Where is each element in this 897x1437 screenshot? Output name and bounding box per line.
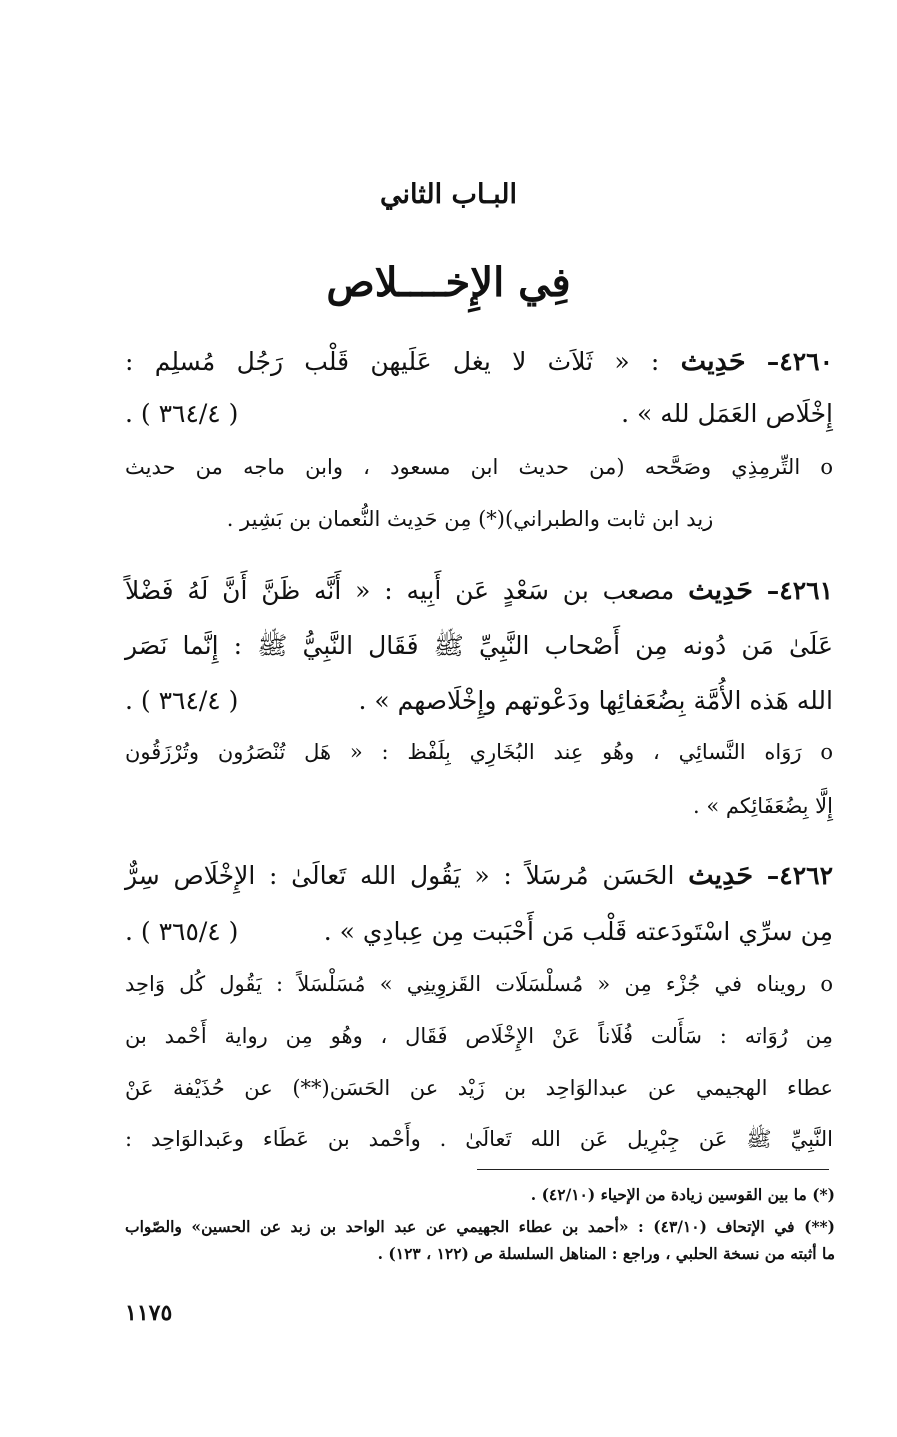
commentary-text: عطاء الهجيمي عن عبدالوَاحِد بن زَيْد عن الحَسَن(**) عن حُذَيْفة عَنْ — [125, 1076, 833, 1100]
hadith-lead-word: حَدِيث — [688, 860, 754, 891]
hadith-text: الله هَذه الأُمَّة بِضُعَفائِها ودَعْوتهم وإِخْلَاصهم » . — [358, 686, 833, 715]
commentary-text: مِن رُوَاته : سَأَلت فُلَاناً عَنْ الإِخْلَاص فَقَال ، وهُو مِن رواية أَحْمد بن — [125, 1024, 833, 1048]
hadith-4262-note-3 — [125, 1066, 833, 1110]
hadith-number: ٤٢٦٢– — [766, 861, 834, 890]
commentary-text: o رويناه في جُزْء مِن « مُسلْسَلَات القَزوِينِي » مُسَلْسَلاً : يَقُول كُل وَاحِد — [125, 972, 833, 996]
commentary-text: إِلَّا بِضُعَفَائِكم » . — [693, 794, 833, 818]
hadith-4261-note-1 — [125, 730, 833, 774]
hadith-text: إِخْلَاص العَمَل لله » . — [621, 399, 833, 428]
hadith-reference: ( ٣٦٤/٤ ) . — [125, 399, 239, 428]
footnote-2: (**) في الإتحاف (٤٣/١٠) : «أحمد بن عطاء الجهيمي عن عبد الواحد بن زبد عن الحسين» والصّواب — [125, 1217, 835, 1236]
commentary-text: النَّبِيِّ ﷺ عَن جِبْرِيل عَن الله تَعالَىٰ . وأَحْمد بن عَطَاء وعَبدالوَاحِد : — [125, 1127, 833, 1151]
hadith-4261-note-2 — [125, 784, 833, 828]
hadith-lead-word: حَدِيث — [680, 346, 746, 377]
hadith-4262-note-4 — [125, 1117, 833, 1161]
hadith-4262-line-2 — [125, 910, 833, 954]
hadith-text: مِن سرِّي اسْتَودَعته قَلْب مَن أَحْبَبت مِن عِبادِي » . — [323, 917, 833, 946]
hadith-4261-line-2 — [125, 624, 833, 668]
chapter-heading: البـاب الثاني — [380, 179, 517, 210]
footnote-1: (*) ما بين القوسين زيادة من الإحياء (٤٢/١٠) . — [530, 1185, 835, 1204]
hadith-4262-note-2 — [125, 1014, 833, 1058]
footnote-2-continued: ما أثبته من نسخة الحلبي ، وراجع : المناهل السلسلة ص (١٢٢ ، ١٢٣) . — [377, 1244, 835, 1263]
hadith-4260-line-2 — [125, 392, 833, 436]
hadith-text: عَلَىٰ مَن دُونه مِن أَصْحاب النَّبِيِّ ﷺ فَقَال النَّبِيُّ ﷺ : إِنَّما نَصَر — [125, 631, 833, 660]
page-number: ١١٧٥ — [125, 1300, 173, 1326]
hadith-text: الحَسَن مُرسَلاً : « يَقُول الله تَعالَىٰ : الإِخْلَاص سِرٌّ — [125, 861, 675, 890]
hadith-number: ٤٢٦١– — [766, 576, 833, 605]
hadith-number: ٤٢٦٠– — [766, 347, 834, 376]
hadith-text: : « ثَلاَث لا يغل عَلَيهن قَلْب رَجُل مُسلِم : — [125, 347, 660, 376]
hadith-4262-line-1 — [125, 854, 833, 898]
footnote-separator — [477, 1169, 829, 1170]
hadith-reference: ( ٣٦٤/٤ ) . — [125, 686, 239, 715]
hadith-lead-word: حَدِيث — [688, 575, 753, 606]
commentary-text: زيد ابن ثابت والطبراني)(*) مِن حَدِيث النُّعمان بن بَشِير . — [226, 507, 714, 531]
commentary-text: o رَوَاه النَّسائِي ، وهُو عِند البُخَارِي بِلَفْظ : « هَل تُنْصَرُون وتُرْزَقُون — [125, 740, 833, 764]
hadith-4261-line-3 — [125, 679, 833, 723]
section-title: فِي الإِخــــلاص — [326, 259, 571, 306]
hadith-4261-line-1 — [125, 569, 833, 613]
hadith-reference: ( ٣٦٥/٤ ) . — [125, 917, 239, 946]
commentary-text: o التِّرمِذِي وصَحَّحه (من حديث ابن مسعود ، وابن ماجه من حديث — [125, 455, 833, 479]
hadith-4260-note-1 — [125, 445, 833, 489]
hadith-4260-line-1 — [125, 340, 833, 384]
hadith-text: مصعب بن سَعْدٍ عَن أَبِيه : « أَنَّه ظَنَّ أَنَّ لَهُ فَضْلاً — [125, 576, 675, 605]
hadith-4260-note-2 — [175, 497, 765, 541]
hadith-4262-note-1 — [125, 962, 833, 1006]
